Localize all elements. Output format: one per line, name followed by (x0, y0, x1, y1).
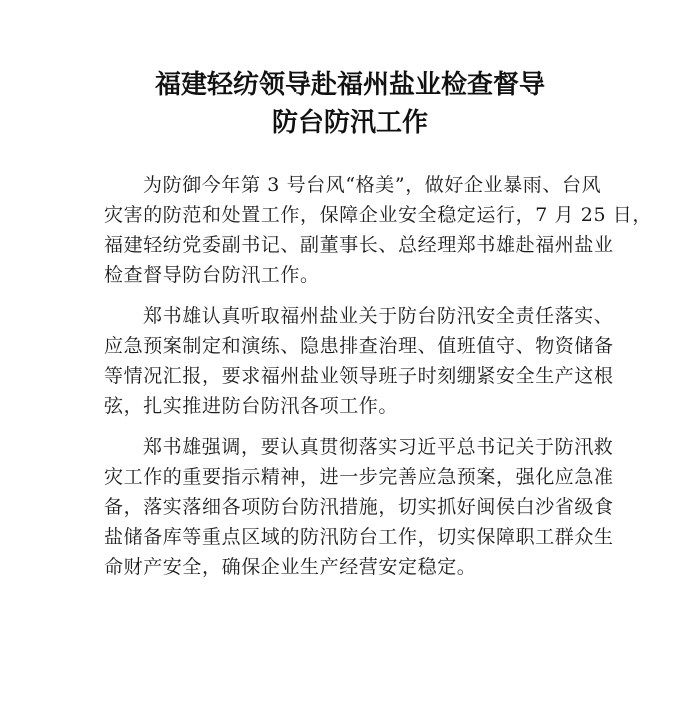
paragraph-line: 备，落实落细各项防台防汛措施，切实抓好闽侯白沙省级食 (104, 496, 614, 518)
paragraph-line: 检查督导防台防汛工作。 (104, 264, 320, 286)
paragraph-line: 应急预案制定和演练、隐患排查治理、值班值守、物资储备 (104, 335, 614, 357)
paragraph-1 (104, 170, 652, 290)
paragraph-line: 命财产安全，确保企业生产经营安定稳定。 (104, 556, 477, 578)
document-title (0, 66, 700, 142)
title-line-1: 福建轻纺领导赴福州盐业检查督导 (154, 70, 545, 100)
paragraph-line: 等情况汇报，要求福州盐业领导班子时刻绷紧安全生产这根 (104, 365, 614, 387)
paragraph-line: 弦，扎实推进防台防汛各项工作。 (104, 395, 399, 417)
paragraph-3 (104, 432, 614, 582)
paragraph-2 (104, 301, 614, 421)
paragraph-line: 福建轻纺党委副书记、副董事长、总经理郑书雄赴福州盐业 (104, 234, 614, 256)
paragraph-line: 灾害的防范和处置工作，保障企业安全稳定运行，7 月 25 日， (104, 204, 652, 226)
paragraph-line: 郑书雄强调，要认真贯彻落实习近平总书记关于防汛救 (143, 436, 614, 458)
paragraph-line: 为防御今年第 3 号台风“格美”，做好企业暴雨、台风 (143, 174, 602, 196)
paragraph-line: 盐储备库等重点区域的防汛防台工作，切实保障职工群众生 (104, 526, 614, 548)
title-line-2: 防台防汛工作 (271, 108, 428, 138)
paragraph-line: 郑书雄认真听取福州盐业关于防台防汛安全责任落实、 (143, 305, 614, 327)
document-body (104, 170, 652, 593)
paragraph-line: 灾工作的重要指示精神，进一步完善应急预案，强化应急准 (104, 466, 614, 488)
